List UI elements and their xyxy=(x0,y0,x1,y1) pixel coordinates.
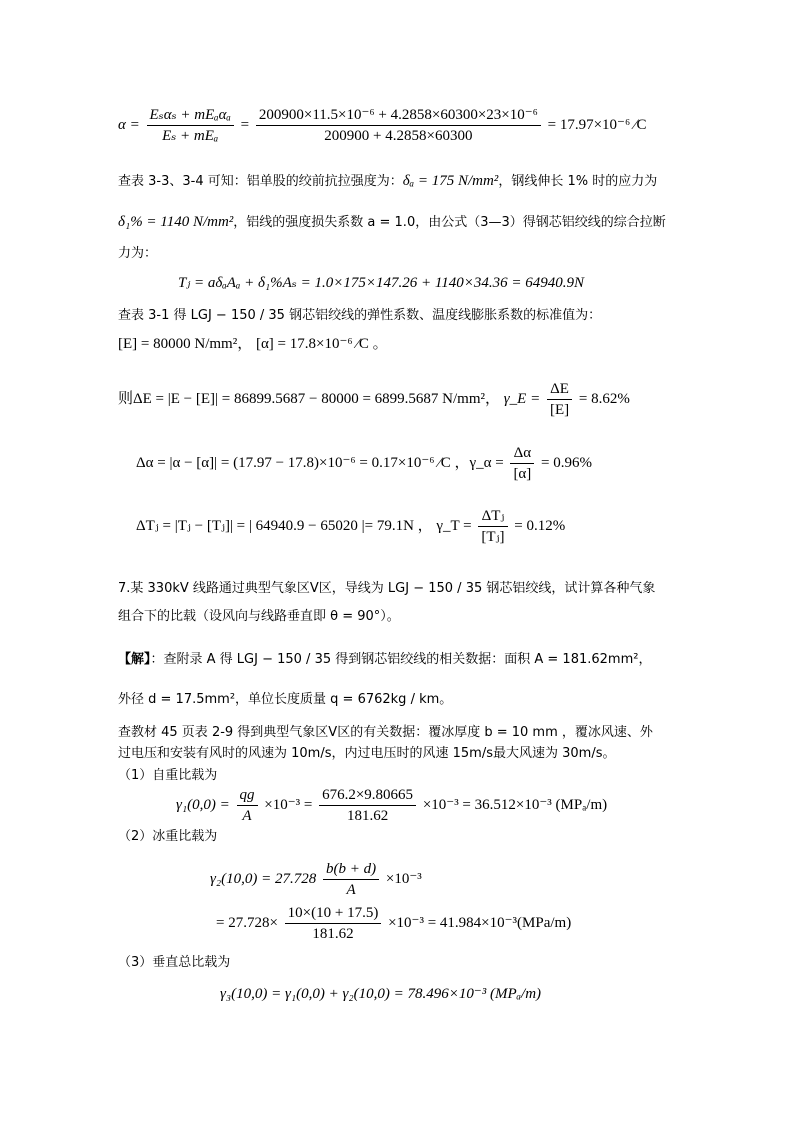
alpha-lhs: α = xyxy=(118,116,140,133)
numerator: 10×(10 + 17.5) xyxy=(285,904,382,924)
numerator: ΔE xyxy=(547,380,572,400)
lhs: = 27.728× xyxy=(216,914,278,931)
text: ，钢线伸长 1% 时的应力为 xyxy=(498,174,658,189)
step-2-title: （2）冰重比载为 xyxy=(118,829,218,844)
alpha-numerator-numeric: 200900×11.5×10⁻⁶ + 4.2858×60300×23×10⁻⁶ xyxy=(256,106,541,126)
fraction xyxy=(285,904,382,943)
lhs: γ₂(10,0) = 27.728 xyxy=(210,870,317,887)
denominator: A xyxy=(346,882,356,898)
step-1-title: （1）自重比载为 xyxy=(118,768,218,783)
denominator: 181.62 xyxy=(312,926,354,942)
question-7-line-1: 7.某 330kV 线路通过典型气象区Ⅴ区，导线为 LGJ − 150 / 35 钢芯铝绞线，试计算各种气象 xyxy=(118,581,656,596)
alpha-denominator: Eₛ + mEₐ xyxy=(162,128,219,144)
paragraph-line xyxy=(118,245,157,263)
solution-line-1 xyxy=(118,651,651,669)
numerator: 676.2×9.80665 xyxy=(319,786,416,806)
gamma-alpha-fraction xyxy=(510,444,534,483)
alpha-denominator-numeric: 200900 + 4.2858×60300 xyxy=(324,128,473,144)
lhs: γ₁(0,0) = xyxy=(176,796,230,813)
denominator: [E] xyxy=(549,402,570,418)
gamma-e-fraction xyxy=(547,380,572,419)
paragraph-line xyxy=(118,213,666,232)
gamma-alpha-result: = 0.96% xyxy=(541,454,593,471)
standard-values-line: [E] = 80000 N/mm²， [α] = 17.8×10⁻⁶ ⁄C 。 xyxy=(118,336,388,352)
delta-e-expr: 则ΔE = |E − [E]| = 86899.5687 − 80000 = 6899.5687 N/mm²， xyxy=(118,390,501,407)
denominator: A xyxy=(242,808,252,824)
question-7-line-2: 组合下的比载（设风向与线路垂直即 θ = 90°）。 xyxy=(118,609,400,624)
numerator: qg xyxy=(237,786,258,806)
fraction xyxy=(237,786,258,825)
paragraph-line: 查表 3-1 得 LGJ − 150 / 35 钢芯铝绞线的弹性系数、温度线膨胀系数的标准值为： xyxy=(118,308,602,323)
delta-t-equation xyxy=(136,507,565,546)
delta-t-expr: ΔTⱼ = |Tⱼ − [Tⱼ]| = | 64940.9 − 65020 |= 79.1N ， γ_T = xyxy=(136,517,472,534)
delta-alpha-expr: Δα = |α − [α]| = (17.97 − 17.8)×10⁻⁶ = 0.17×10⁻⁶ ⁄C ，γ_α = xyxy=(136,454,504,471)
delta-e-equation xyxy=(118,380,630,419)
denominator: 181.62 xyxy=(346,808,389,824)
multiplier: ×10⁻³ = xyxy=(264,796,313,813)
expr: δ₁% = 1140 N/mm² xyxy=(118,214,234,230)
step-1-equation xyxy=(176,786,607,825)
paragraph-line xyxy=(118,172,657,191)
step-2-equation-line-2 xyxy=(216,904,571,943)
fraction xyxy=(319,786,416,825)
delta-alpha-equation xyxy=(136,444,592,483)
alpha-fraction-numeric xyxy=(256,106,541,145)
multiplier: ×10⁻³ xyxy=(385,870,422,887)
solution-label: 【解】 xyxy=(118,652,151,667)
gamma-t-fraction xyxy=(478,507,507,546)
alpha-numerator: Eₛαₛ + mEₐαₐ xyxy=(147,106,234,126)
step-3-title: （3）垂直总比载为 xyxy=(118,955,231,970)
data-line-1: 查教材 45 页表 2-9 得到典型气象区Ⅴ区的有关数据：覆冰厚度 b = 10 mm ，覆冰风速、外 xyxy=(118,725,653,740)
gamma-e-label: γ_E = xyxy=(503,390,541,407)
text: ，铝线的强度损失系数 a = 1.0，由公式（3—3）得钢芯铝绞线的综合拉断 xyxy=(233,215,666,230)
numerator: Δα xyxy=(510,444,534,464)
denominator: [Tⱼ] xyxy=(481,529,505,545)
text: 查表 3-3、3-4 可知：铝单股的绞前抗拉强度为： xyxy=(118,174,403,189)
numerator: b(b + d) xyxy=(323,860,379,880)
data-line-2: 过电压和安装有风时的风速为 10m/s，内过电压时的风速 15m/s最大风速为 30m/s。 xyxy=(118,746,616,761)
gamma-e-result: = 8.62% xyxy=(578,390,630,407)
gamma-t-result: = 0.12% xyxy=(514,517,566,534)
numerator: ΔTⱼ xyxy=(478,507,507,527)
expr: δₐ = 175 N/mm² xyxy=(402,173,499,189)
alpha-equation: α = $\frac{\text{Eₛαₛ + mEₐαₐ}}{\text{Eₛ + mEₐ}}$ = $\frac{\text{200900×11.5×10⁻⁶ + 4.2858×60300×23×10⁻⁶}}{200900 + 4.2858\times 60300}$ = 17.97×10⁻⁶ ⁄C xyxy=(118,107,647,144)
result: ×10⁻³ = 36.512×10⁻³ (MPₐ/m) xyxy=(422,796,608,813)
fraction xyxy=(323,860,379,899)
text: ：查附录 A 得 LGJ − 150 / 35 得到钢芯铝绞线的相关数据：面积 A = 181.62mm²， xyxy=(150,652,652,667)
text: 力为： xyxy=(118,246,158,261)
step-3-equation: γ₃(10,0) = γ₁(0,0) + γ₂(10,0) = 78.496×10⁻³ (MPₐ/m) xyxy=(220,986,542,1002)
denominator: [α] xyxy=(513,466,532,482)
step-2-equation-line-1 xyxy=(210,860,422,899)
alpha-result: = 17.97×10⁻⁶ ⁄C xyxy=(547,116,647,133)
result: ×10⁻³ = 41.984×10⁻³(MPa/m) xyxy=(388,914,572,931)
solution-line-2: 外径 d = 17.5mm²，单位长度质量 q = 6762kg / km。 xyxy=(118,692,453,707)
tj-equation: Tⱼ = aδₐAₐ + δ₁%Aₛ = 1.0×175×147.26 + 1140×34.36 = 64940.9N xyxy=(178,275,584,291)
alpha-fraction-symbolic xyxy=(147,106,234,145)
